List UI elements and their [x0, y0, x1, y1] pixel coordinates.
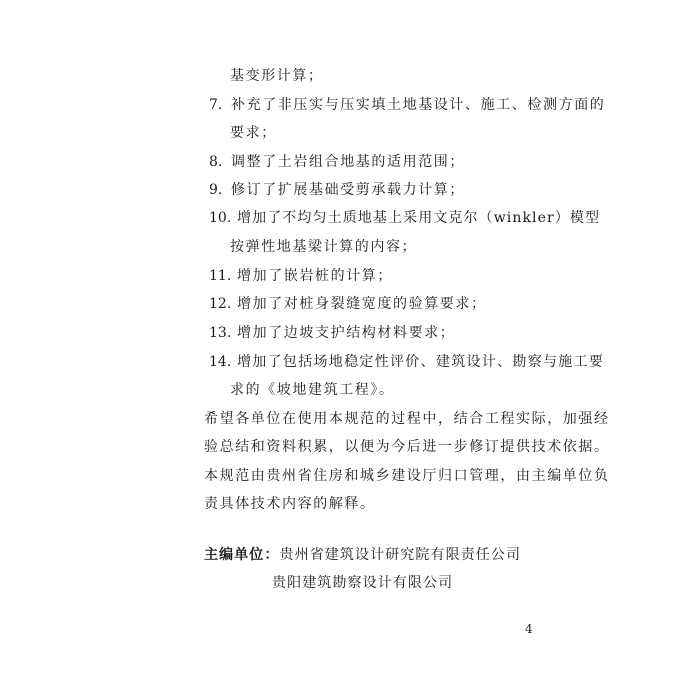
chief-editor-line-2	[272, 574, 453, 592]
paragraph-line	[204, 495, 376, 513]
list-item-12	[209, 295, 487, 313]
list-item-text: 基变形计算；	[230, 68, 324, 84]
paragraph-line	[204, 438, 610, 456]
page-number: 4	[525, 622, 533, 636]
list-item-13	[209, 324, 455, 342]
paragraph-text: 希望各单位在使用本规范的过程中，结合工程实际，加强经	[204, 411, 610, 427]
list-item-text: 按弹性地基梁计算的内容；	[230, 239, 418, 255]
list-item-text: 增加了不均匀土质地基上采用文克尔（winkler）模型	[237, 210, 601, 226]
list-item-number: 7.	[209, 97, 223, 113]
list-item-number: 8.	[209, 154, 223, 170]
list-item-number: 9.	[209, 182, 223, 198]
list-item-text: 补充了非压实与压实填土地基设计、施工、检测方面的	[231, 97, 606, 113]
chief-editor-line	[204, 546, 521, 564]
chief-editor-label: 主编单位：	[204, 547, 280, 563]
list-item-number: 12.	[209, 296, 232, 312]
chief-editor-unit-2: 贵阳建筑勘察设计有限公司	[272, 575, 454, 591]
list-item-9	[209, 181, 465, 199]
list-item-7	[209, 96, 605, 114]
list-item-continuation	[230, 238, 417, 256]
paragraph-line	[204, 410, 610, 428]
list-item-text: 增加了包括场地稳定性评价、建筑设计、勘察与施工要	[237, 354, 605, 370]
chief-editor-unit-1: 贵州省建筑设计研究院有限责任公司	[279, 547, 522, 563]
list-item-text: 增加了边坡支护结构材料要求；	[237, 325, 456, 341]
list-item-text: 求的《坡地建筑工程》。	[230, 382, 395, 398]
list-item-14	[209, 353, 604, 371]
list-item-number: 10.	[209, 210, 232, 226]
list-item-continuation	[230, 67, 324, 85]
list-item-8	[209, 153, 465, 171]
list-item-10	[209, 209, 600, 227]
list-item-text: 修订了扩展基础受剪承载力计算；	[231, 182, 465, 198]
paragraph-text: 验总结和资料积累，以便为今后进一步修订提供技术依据。	[204, 439, 610, 455]
list-item-continuation	[230, 381, 395, 399]
list-item-number: 14.	[209, 354, 232, 370]
list-item-continuation	[230, 124, 277, 142]
paragraph-text: 本规范由贵州省住房和城乡建设厅归口管理，由主编单位负	[204, 468, 610, 484]
paragraph-text: 责具体技术内容的解释。	[204, 496, 376, 512]
list-item-text: 调整了土岩组合地基的适用范围；	[231, 154, 465, 170]
list-item-number: 11.	[209, 268, 232, 284]
list-item-text: 要求；	[230, 125, 277, 141]
list-item-text: 增加了嵌岩桩的计算；	[237, 268, 393, 284]
list-item-11	[209, 267, 393, 285]
list-item-number: 13.	[209, 325, 232, 341]
list-item-text: 增加了对桩身裂缝宽度的验算要求；	[237, 296, 487, 312]
paragraph-line	[204, 467, 610, 485]
